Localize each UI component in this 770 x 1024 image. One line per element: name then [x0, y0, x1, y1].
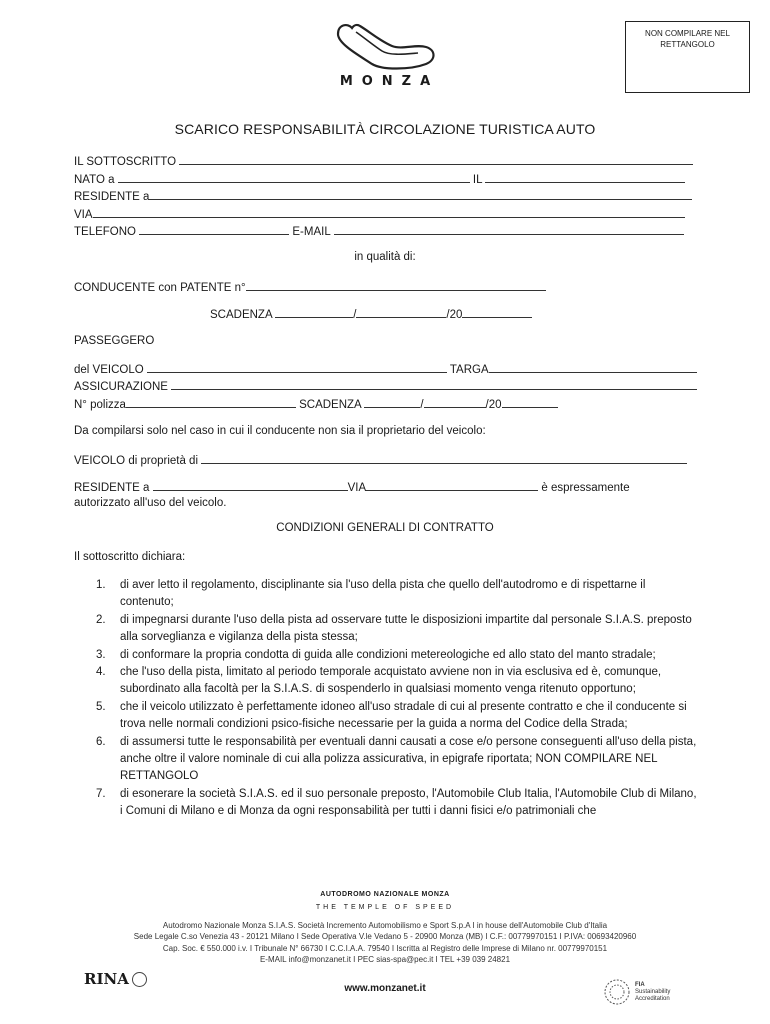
- footer-company-info: [0, 920, 770, 966]
- footer-line: E-MAIL info@monzanet.it I PEC sias-spa@pec.it I TEL +39 039 24821: [259, 955, 511, 965]
- label-sottoscritto: IL SOTTOSCRITTO: [74, 156, 177, 168]
- item-text: di esonerare la società S.I.A.S. ed il suo personale preposto, l'Automobile Club Italia, l'Automobile Club di Milano, i Comuni di Milano e di Monza da ogni responsabilità per tutti i danni fisici e/o patrimoniali che: [120, 787, 697, 818]
- slash-2: /: [420, 399, 424, 411]
- blank-scad-month[interactable]: [356, 306, 446, 318]
- fia-line: Sustainability: [635, 988, 671, 995]
- field-sottoscritto[interactable]: [74, 153, 693, 169]
- footer-subtitle: THE TEMPLE OF SPEED: [315, 904, 455, 911]
- blank-patente[interactable]: [246, 279, 546, 291]
- list-item: [74, 699, 699, 734]
- label-scadenza: SCADENZA: [210, 309, 272, 321]
- conditions-intro: Il sottoscritto dichiara:: [74, 551, 186, 563]
- label-targa: TARGA: [449, 364, 489, 376]
- blank-veicolo[interactable]: [147, 361, 447, 373]
- logo-wordmark: MONZA: [339, 74, 440, 89]
- list-item: [74, 647, 699, 664]
- label-telefono: TELEFONO: [74, 226, 136, 238]
- blank-via-2[interactable]: [366, 479, 538, 491]
- item-text: di assumersi tutte le responsabilità per eventuali danni causati a cose e/o persone conseguenti all'uso della pista, anche oltre il valore nominale di cui alla polizza assicurativa, in epigrafe riportata; NON COMPILARE NEL RETTANGOLO: [120, 735, 697, 783]
- item-text: che l'uso della pista, limitato al periodo temporale acquistato avviene non in via esclusiva ed è, comunque, subordinato alla facoltà per la S.I.A.S. di sospenderlo in qualsiasi momento venga ritenuto opportuno;: [120, 666, 662, 696]
- item-number: 3.: [96, 648, 106, 661]
- do-not-fill-box: [625, 21, 750, 93]
- rina-certification-logo: [84, 970, 154, 1010]
- blank-email[interactable]: [334, 223, 684, 235]
- item-number: 6.: [96, 735, 106, 748]
- label-nato: NATO a: [74, 174, 115, 186]
- blank-pol-month[interactable]: [424, 396, 486, 408]
- blank-proprieta[interactable]: [201, 452, 687, 464]
- field-assicurazione[interactable]: [74, 378, 697, 394]
- list-item: [74, 577, 699, 612]
- field-veicolo[interactable]: [74, 361, 697, 377]
- field-telefono[interactable]: [74, 223, 684, 239]
- field-nato[interactable]: [74, 171, 685, 187]
- label-via: VIA: [74, 209, 93, 221]
- blank-assicurazione[interactable]: [171, 378, 697, 390]
- footer-title: AUTODROMO NAZIONALE MONZA: [320, 891, 450, 898]
- rina-seal-icon: [132, 972, 147, 987]
- item-number: 5.: [96, 700, 106, 713]
- slash-1: /: [353, 309, 357, 321]
- label-espressamente: è espressamente: [541, 482, 630, 494]
- label-scadenza-polizza: SCADENZA: [299, 399, 362, 411]
- fia-line: Accreditation: [635, 995, 670, 1002]
- label-veicolo: del VEICOLO: [74, 364, 144, 376]
- passeggero-label[interactable]: PASSEGGERO: [74, 335, 155, 347]
- item-number: 7.: [96, 787, 106, 800]
- label-residente-2: RESIDENTE a: [74, 482, 150, 494]
- label-polizza: N° polizza: [74, 399, 126, 411]
- label-conducente: CONDUCENTE con PATENTE n°: [74, 282, 246, 294]
- label-proprieta: VEICOLO di proprietà di: [74, 455, 199, 467]
- owner-note: Da compilarsi solo nel caso in cui il conducente non sia il proprietario del veicolo:: [74, 425, 486, 437]
- fia-line: FIA: [635, 981, 645, 988]
- item-number: 2.: [96, 613, 106, 626]
- fia-globe-icon: [603, 978, 631, 1006]
- item-number: 1.: [96, 579, 106, 591]
- item-text: di conformare la propria condotta di guida alle condizioni metereologiche ed allo stato del manto stradale;: [120, 648, 656, 661]
- label-via-2: VIA: [347, 482, 367, 494]
- blank-residente[interactable]: [149, 188, 692, 200]
- conditions-heading: CONDIZIONI GENERALI DI CONTRATTO: [276, 522, 494, 534]
- label-residente: RESIDENTE a: [74, 191, 150, 203]
- rina-wordmark: RINA: [84, 970, 129, 988]
- blank-via[interactable]: [93, 206, 685, 218]
- list-item: [74, 734, 699, 786]
- blank-nato[interactable]: [118, 171, 470, 183]
- field-conducente[interactable]: [74, 279, 546, 295]
- footer-line: Cap. Soc. € 550.000 i.v. I Tribunale N° 66730 I C.C.I.A.A. 79540 I Iscritta al Registro delle Imprese di Milano nr. 00779970151: [162, 943, 608, 953]
- field-via[interactable]: [74, 206, 685, 222]
- item-text: che il veicolo utilizzato è perfettamente idoneo all'uso stradale di cui al presente contratto e che il conducente si trova nelle normali condizioni psico-fisiche necessarie per la guida a norma del Codice della Strada;: [120, 700, 687, 731]
- blank-telefono[interactable]: [139, 223, 289, 235]
- fia-sustainability-logo: [603, 975, 693, 1009]
- blank-pol-year[interactable]: [502, 396, 558, 408]
- blank-scad-day[interactable]: [275, 306, 353, 318]
- autorizzato-text: autorizzato all'uso del veicolo.: [74, 497, 227, 509]
- in-qualita-label: in qualità di:: [354, 251, 416, 263]
- blank-il[interactable]: [485, 171, 685, 183]
- field-polizza[interactable]: [74, 396, 558, 412]
- label-assicurazione: ASSICURAZIONE: [74, 381, 168, 393]
- do-not-fill-label: NON COMPILARE NEL RETTANGOLO: [645, 29, 730, 49]
- item-text: di impegnarsi durante l'uso della pista ad osservare tutte le disposizioni impartite dal personale S.I.A.S. preposto alla sorveglianza e vigilanza della pista stessa;: [120, 613, 692, 644]
- conditions-list: [74, 577, 699, 821]
- field-residente[interactable]: [74, 188, 692, 204]
- monza-logo: [320, 20, 450, 89]
- label-il: IL: [472, 174, 483, 186]
- footer-line: Autodromo Nazionale Monza S.I.A.S. Società Incremento Automobilismo e Sport S.p.A I in house dell'Automobile Club d'Italia: [162, 921, 608, 930]
- footer-website[interactable]: www.monzanet.it: [344, 983, 426, 994]
- label-email: E-MAIL: [292, 226, 331, 238]
- monza-track-icon: [330, 20, 440, 72]
- item-number: 4.: [96, 666, 106, 679]
- blank-scad-year[interactable]: [462, 306, 532, 318]
- field-residente-proprietario[interactable]: [74, 479, 630, 495]
- blank-pol-day[interactable]: [364, 396, 420, 408]
- blank-targa[interactable]: [489, 361, 697, 373]
- item-text: di aver letto il regolamento, disciplinante sia l'uso della pista che quello dell'autodromo e di rispettarne il contenuto;: [120, 579, 646, 609]
- blank-residente-2[interactable]: [153, 479, 348, 491]
- list-item: [74, 664, 699, 699]
- field-proprieta[interactable]: [74, 452, 687, 468]
- list-item: [74, 786, 699, 821]
- list-item: [74, 612, 699, 647]
- slash-20-2: /20: [485, 399, 502, 411]
- field-scadenza-patente[interactable]: [210, 306, 532, 322]
- document-title: SCARICO RESPONSABILITÀ CIRCOLAZIONE TURISTICA AUTO: [174, 121, 596, 137]
- footer-line: Sede Legale C.so Venezia 43 - 20121 Milano I Sede Operativa V.le Vedano 5 - 20900 Monza (MB) I C.F.: 00779970151 I P.IVA: 00693420960: [133, 932, 637, 942]
- blank-polizza[interactable]: [126, 396, 296, 408]
- slash-20-1: /20: [446, 309, 463, 321]
- blank-sottoscritto[interactable]: [179, 153, 693, 165]
